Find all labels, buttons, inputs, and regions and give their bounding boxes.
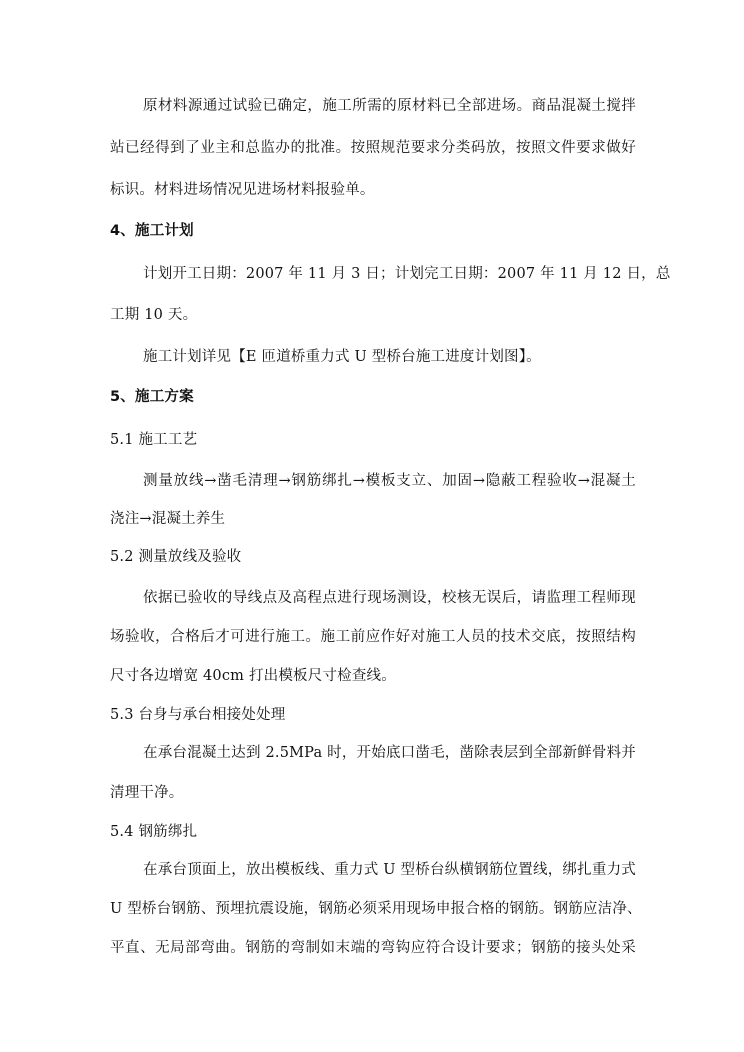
paragraph-survey-line-1: 依据已验收的导线点及高程点进行现场测设，校核无误后，请监理工程师现 [143,590,636,606]
heading-construction-plan: 4、施工计划 [110,223,194,239]
paragraph-materials-line-3: 标识。材料进场情况见进场材料报验单。 [110,182,375,198]
paragraph-survey-line-2: 场验收，合格后才可进行施工。施工前应作好对施工人员的技术交底，按照结构 [110,629,636,645]
paragraph-joint-line-1: 在承台混凝土达到 2.5MPa 时，开始底口凿毛，凿除表层到全部新鲜骨料并 [143,745,636,761]
paragraph-schedule-line-1: 计划开工日期：2007 年 11 月 3 日；计划完工日期：2007 年 11 月 12 日，总 [143,266,671,282]
paragraph-process-line-1: 测量放线→凿毛清理→钢筋绑扎→模板支立、加固→隐蔽工程验收→混凝土 [143,473,636,489]
paragraph-schedule-line-2: 工期 10 天。 [110,307,198,323]
paragraph-survey-line-3: 尺寸各边增宽 40cm 打出模板尺寸检查线。 [110,668,396,684]
paragraph-joint-line-2: 清理干净。 [110,785,184,801]
paragraph-materials-line-1: 原材料源通过试验已确定，施工所需的原材料已全部进场。商品混凝土搅拌 [143,98,636,114]
paragraph-rebar-line-1: 在承台顶面上，放出模板线、重力式 U 型桥台纵横钢筋位置线，绑扎重力式 [143,862,636,878]
paragraph-plan-reference: 施工计划详见【E 匝道桥重力式 U 型桥台施工进度计划图】。 [143,349,541,365]
paragraph-rebar-line-3: 平直、无局部弯曲。钢筋的弯制如末端的弯钩应符合设计要求；钢筋的接头处采 [110,940,636,956]
subheading-5-2: 5.2 测量放线及验收 [110,549,242,565]
paragraph-rebar-line-2: U 型桥台钢筋、预埋抗震设施，钢筋必须采用现场申报合格的钢筋。钢筋应洁净、 [110,901,642,917]
paragraph-materials-line-2: 站已经得到了业主和总监办的批准。按照规范要求分类码放，按照文件要求做好 [110,140,636,156]
subheading-5-4: 5.4 钢筋绑扎 [110,824,198,840]
subheading-5-3: 5.3 台身与承台相接处处理 [110,707,286,723]
subheading-5-1: 5.1 施工工艺 [110,432,198,448]
paragraph-process-line-2: 浇注→混凝土养生 [110,511,226,527]
heading-construction-scheme: 5、施工方案 [110,389,194,405]
